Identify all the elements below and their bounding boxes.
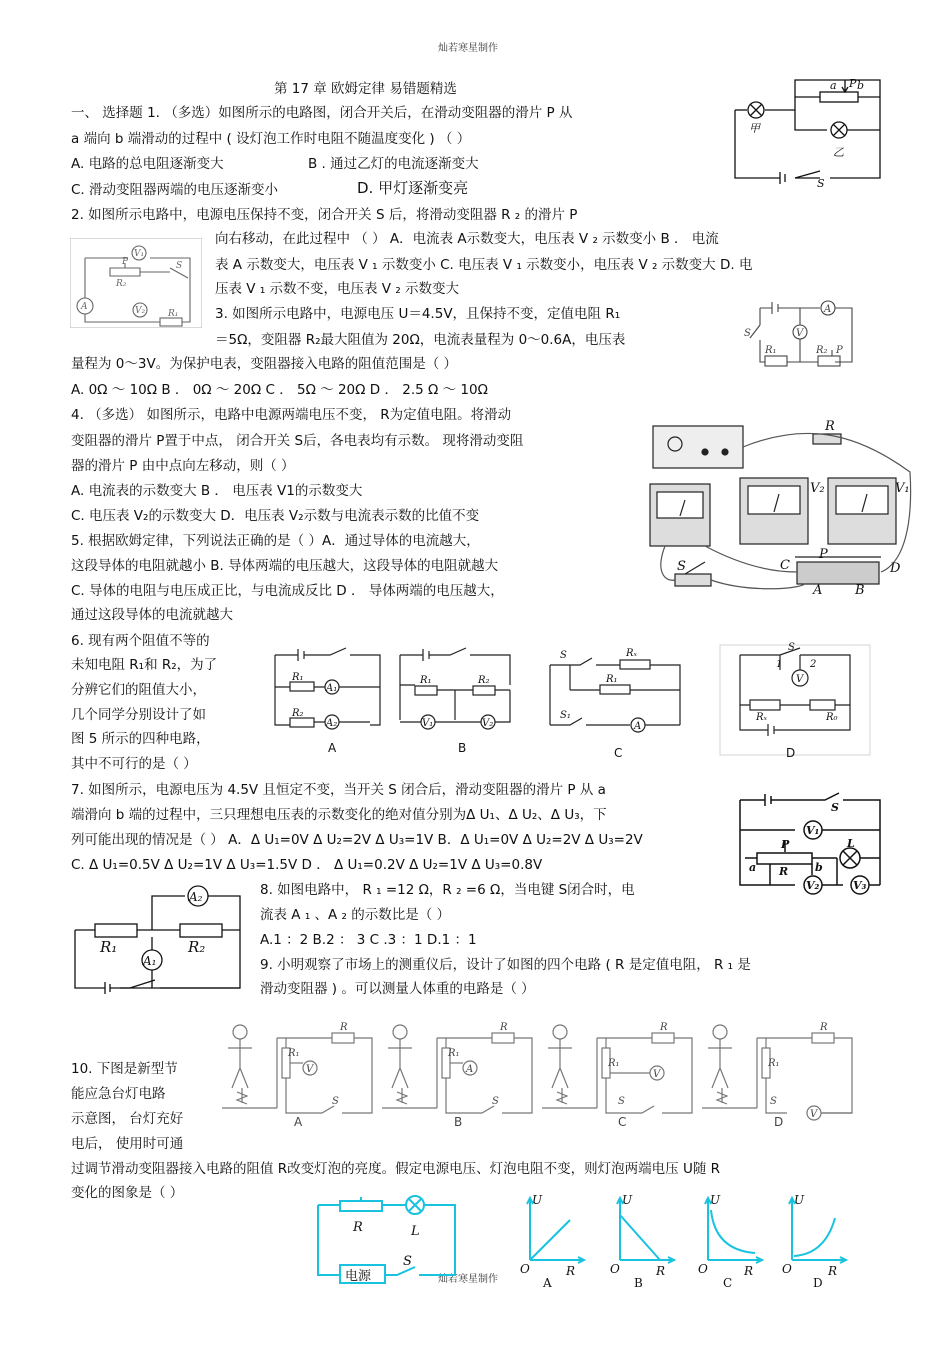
fig6d-label-v: V (796, 674, 804, 685)
graph-d-caption: D (813, 1276, 823, 1290)
fig2-label-r2: R₂ (116, 279, 127, 289)
graph-b (617, 1198, 674, 1263)
q6-line5: 图 5 所示的四种电路， (71, 731, 210, 747)
q4-line3: 器的滑片 P 由中点向左移动，则（ ） (71, 458, 295, 474)
fig9-panel-c (542, 1025, 692, 1113)
q6-line3: 分辨它们的阻值大小， (71, 682, 206, 698)
fig3-label-r1: R₁ (765, 345, 777, 356)
fig7-label-p: P (781, 838, 790, 851)
fig4-label-v2: V₂ (810, 481, 825, 496)
fig3-label-r2: R₂ (816, 345, 828, 356)
fig4-label-b: B (855, 583, 865, 598)
graph-a (527, 1198, 584, 1263)
q10-line3: 示意图， 台灯充好 (71, 1111, 184, 1127)
fig4-label-d: D (890, 561, 901, 576)
q6-line6: 其中不可行的是（ ） (71, 756, 197, 772)
fig1-circuit (725, 75, 890, 190)
q7-line1: 7. 如图所示，电源电压为 4.5V 且恒定不变，当开关 S 闭合后，滑动变阻器的滑片 P 从 a (71, 782, 606, 798)
q5-line1: 5. 根据欧姆定律，下列说法正确的是（ ）A．通过导体的电流越大， (71, 533, 480, 549)
fig6a-label-r1: R₁ (292, 672, 304, 683)
fig9-caption-b: B (454, 1115, 463, 1129)
q2-line4: 压表 V ₁ 示数不变，电压表 V ₂ 示数变大 (215, 281, 460, 297)
q7-line3: 列可能出现的情况是（ ） A．Δ U₁=0V Δ U₂=2V Δ U₃=1V B．Δ U₁=0V Δ U₂=2V Δ U₃=2V (71, 832, 643, 848)
fig7-label-a: a (749, 861, 757, 874)
graph-d-r: R (828, 1264, 838, 1278)
fig8-label-a1: A₁ (143, 954, 157, 968)
graph-a-u: U (532, 1193, 543, 1207)
fig4-label-r: R (825, 419, 835, 434)
fig1-label-p: P (849, 77, 857, 90)
q10-line1: 10. 下图是新型节 (71, 1061, 178, 1077)
q3-line2: ＝5Ω，变阻器 R₂最大阻值为 20Ω，电流表量程为 0～0.6A，电压表 (215, 332, 626, 348)
fig8-label-r2: R₂ (188, 938, 206, 956)
q6-line1: 6. 现有两个阻值不等的 (71, 633, 210, 649)
q5-line4: 通过这段导体的电流就越大 (71, 607, 233, 623)
fig2-circuit (70, 238, 202, 328)
fig6d-caption: D (786, 746, 796, 760)
fig9-label-d-r: R (820, 1022, 828, 1033)
q2-line3: 表 A 示数变大，电压表 V ₁ 示数变小 C. 电压表 V ₁ 示数变小，电压表 V ₂ 示数变大 D. 电 (215, 257, 753, 273)
watermark-top: 灿若寒星制作 (438, 43, 498, 54)
fig9-label-d-v: V (810, 1109, 818, 1120)
fig7-label-r: R (779, 865, 789, 878)
q2-line1: 2. 如图所示电路中，电源电压保持不变，闭合开关 S 后，将滑动变阻器 R ₂ 的滑片 P (71, 207, 578, 223)
fig7-circuit (735, 785, 885, 900)
fig6b-label-r2: R₂ (478, 675, 490, 686)
fig1-label-s: S (817, 177, 825, 190)
q10-line2: 能应急台灯电路 (71, 1086, 166, 1102)
fig9-caption-c: C (618, 1115, 627, 1129)
fig2-label-a: A (81, 302, 88, 312)
q10-line5: 过调节滑动变阻器接入电路的阻值 R改变灯泡的亮度。假定电源电压、灯泡电阻不变，则灯泡两端电压 U随 R (71, 1161, 721, 1177)
fig9-circuits (222, 1018, 862, 1130)
fig3-circuit (740, 290, 860, 370)
fig9-label-c-r1: R₁ (608, 1058, 620, 1069)
q1-line1: 一、 选择题 1. （多选）如图所示的电路图，闭合开关后，在滑动变阻器的滑片 P 从 (71, 105, 573, 121)
graph-d (789, 1198, 846, 1263)
fig2-label-v1: V₁ (134, 249, 145, 259)
q3-line3: 量程为 0～3V。为保护电表，变阻器接入电路的阻值范围是（ ） (71, 356, 457, 372)
q1-option-c: C. 滑动变阻器两端的电压逐渐变小 (71, 182, 279, 198)
fig4-label-s: S (677, 559, 686, 574)
fig4-label-c: C (780, 558, 790, 573)
page-title: 第 17 章 欧姆定律 易错题精选 (274, 81, 457, 97)
fig2-label-r1: R₁ (168, 309, 179, 319)
fig2-label-p: P (122, 257, 129, 267)
q7-line4: C. Δ U₁=0.5V Δ U₂=1V Δ U₃=1.5V D ． Δ U₁=0.2V Δ U₂=1V Δ U₃=0.8V (71, 857, 543, 873)
q1-option-b: B . 通过乙灯的电流逐渐变大 (308, 156, 479, 172)
fig7-label-v1: V₁ (806, 824, 820, 837)
fig3-label-s: S (744, 328, 751, 339)
fig6b-label-v1: V₁ (422, 718, 434, 729)
fig9-label-b-r: R (500, 1022, 508, 1033)
fig10-label-source: 电源 (345, 1269, 372, 1284)
graph-c-u: U (710, 1193, 721, 1207)
graph-d-o: O (782, 1262, 792, 1276)
fig6-circuits (270, 640, 880, 765)
fig9-label-a-s: S (332, 1096, 339, 1107)
fig6b-label-v2: V₂ (482, 718, 494, 729)
fig6c-label-rx: Rₓ (626, 648, 638, 659)
fig2-label-v2: V₂ (135, 306, 146, 316)
fig6c-caption: C (614, 746, 623, 760)
q1-option-a: A. 电路的总电阻逐渐变大 (71, 156, 224, 172)
q4-line1: 4. （多选） 如图所示，电路中电源两端电压不变， R为定值电阻。将滑动 (71, 407, 512, 423)
fig6a-label-a2: A₂ (326, 718, 338, 729)
fig9-label-a-r1: R₁ (288, 1048, 300, 1059)
graph-d-u: U (794, 1193, 805, 1207)
fig6a-label-a1: A₁ (326, 683, 338, 694)
q5-line3: C. 导体的电阻与电压成正比，与电流成反比 D ． 导体两端的电压越大， (71, 583, 504, 599)
fig9-label-b-a: A (466, 1064, 474, 1075)
graph-a-r: R (566, 1264, 576, 1278)
q8-options: A.1 ：2 B.2 ： 3 C .3 ：1 D.1 ：1 (260, 932, 477, 948)
fig1-label-a: a (830, 79, 837, 92)
fig3-label-a: A (824, 304, 832, 315)
graph-c-r: R (744, 1264, 754, 1278)
graph-c (705, 1198, 762, 1263)
q7-line2: 端滑向 b 端的过程中，三只理想电压表的示数变化的绝对值分别为Δ U₁、Δ U₂、Δ U₃，下 (71, 807, 607, 823)
fig4-apparatus (645, 412, 917, 602)
fig9-label-b-r1: R₁ (448, 1048, 460, 1059)
graph-b-r: R (656, 1264, 666, 1278)
fig7-label-b: b (815, 861, 823, 874)
fig9-panel-b (382, 1025, 532, 1113)
fig9-label-c-v: V (653, 1069, 661, 1080)
fig6d-label-s: S (788, 642, 795, 653)
fig9-panel-d (702, 1025, 852, 1120)
fig8-circuit (70, 878, 245, 1000)
fig7-label-s: S (831, 801, 839, 814)
fig9-label-d-s: S (770, 1096, 777, 1107)
fig9-label-c-r: R (660, 1022, 668, 1033)
fig4-label-v1: V₁ (895, 481, 910, 496)
fig9-caption-a: A (294, 1115, 303, 1129)
q9-line2: 滑动变阻器 ) 。可以测量人体重的电路是（ ） (260, 981, 535, 997)
q1-line2: a 端向 b 端滑动的过程中 ( 设灯泡工作时电阻不随温度变化 ) （ ） (71, 131, 471, 147)
fig9-panel-a (222, 1025, 372, 1113)
fig1-label-yi: 乙 (833, 146, 844, 159)
fig1-label-b: b (857, 79, 865, 92)
fig6c-label-a: A (634, 721, 642, 732)
fig2-label-s: S (176, 261, 183, 271)
q4-options-ab: A. 电流表的示数变大 B ． 电压表 V1的示数变大 (71, 483, 363, 499)
fig9-label-b-s: S (492, 1096, 499, 1107)
fig6d-label-2: 2 (810, 659, 817, 670)
fig6a-caption: A (328, 741, 337, 755)
fig9-label-d-r1: R₁ (768, 1058, 780, 1069)
fig6d-label-rx: Rₓ (756, 712, 768, 723)
fig4-label-p: P (819, 547, 828, 562)
fig10-label-l: L (411, 1224, 420, 1239)
fig9-label-c-s: S (618, 1096, 625, 1107)
watermark-bottom: 灿若寒星制作 (438, 1274, 498, 1285)
fig9-label-a-v: V (306, 1064, 314, 1075)
graph-b-u: U (622, 1193, 633, 1207)
fig8-label-a2: A₂ (189, 890, 203, 904)
fig6c-label-r1: R₁ (606, 674, 618, 685)
fig1-label-jia: 甲 (749, 122, 760, 135)
q9-line1: 9. 小明观察了市场上的测重仪后，设计了如图的四个电路 ( R 是定值电阻， R ₁ 是 (260, 957, 751, 973)
q6-line2: 未知电阻 R₁和 R₂，为了 (71, 657, 218, 673)
q3-line1: 3. 如图所示电路中，电源电压 U＝4.5V，且保持不变，定值电阻 R₁ (215, 306, 621, 322)
fig6b-label-r1: R₁ (420, 675, 432, 686)
graph-c-caption: C (723, 1276, 733, 1290)
q10-line4: 电后， 使用时可通 (71, 1136, 184, 1152)
q4-line2: 变阻器的滑片 P置于中点， 闭合开关 S后，各电表均有示数。 现将滑动变阻 (71, 433, 524, 449)
fig6b-caption: B (458, 741, 467, 755)
fig10-graphs (510, 1190, 850, 1290)
fig6d-label-r0: R₀ (826, 712, 838, 723)
fig6d-label-1: 1 (776, 659, 783, 670)
graph-a-o: O (520, 1262, 530, 1276)
fig9-caption-d: D (774, 1115, 784, 1129)
fig10-label-r: R (353, 1220, 363, 1235)
q5-line2: 这段导体的电阻就越小 B. 导体两端的电压越大，这段导体的电阻就越大 (71, 558, 499, 574)
graph-a-caption: A (543, 1276, 552, 1290)
fig8-label-r1: R₁ (100, 938, 118, 956)
fig3-label-p: P (836, 345, 843, 356)
fig7-label-v3: V₃ (853, 879, 867, 892)
fig6a-label-r2: R₂ (292, 708, 304, 719)
fig10-label-s: S (403, 1254, 412, 1269)
q8-line1: 8. 如图电路中， R ₁ =12 Ω，R ₂ =6 Ω，当电键 S闭合时，电 (260, 882, 635, 898)
graph-c-o: O (698, 1262, 708, 1276)
q2-line2: 向右移动，在此过程中 （ ） A．电流表 A示数变大，电压表 V ₂ 示数变小 B ． 电流 (215, 231, 719, 247)
q10-line6: 变化的图象是（ ） (71, 1185, 184, 1201)
fig6c-label-s: S (560, 650, 567, 661)
fig4-label-a: A (813, 583, 823, 598)
q8-line2: 流表 A ₁ 、A ₂ 的示数比是（ ） (260, 907, 451, 923)
fig6c-label-s1: S₁ (560, 710, 571, 721)
q1-option-d: D. 甲灯逐渐变亮 (357, 179, 469, 197)
fig7-label-l: L (847, 837, 855, 850)
fig9-label-a-r: R (340, 1022, 348, 1033)
q6-line4: 几个同学分别设计了如 (71, 707, 206, 723)
fig3-label-v: V (796, 328, 804, 339)
graph-b-caption: B (634, 1276, 643, 1290)
fig7-label-v2: V₂ (806, 879, 820, 892)
fig10-circuit (315, 1195, 465, 1287)
q3-options: A. 0Ω ～ 10Ω B ． 0Ω ～ 20Ω C ． 5Ω ～ 20Ω D ． 2.5 Ω ～ 10Ω (71, 382, 488, 398)
graph-b-o: O (610, 1262, 620, 1276)
q4-options-cd: C. 电压表 V₂的示数变大 D．电压表 V₂示数与电流表示数的比值不变 (71, 508, 480, 524)
